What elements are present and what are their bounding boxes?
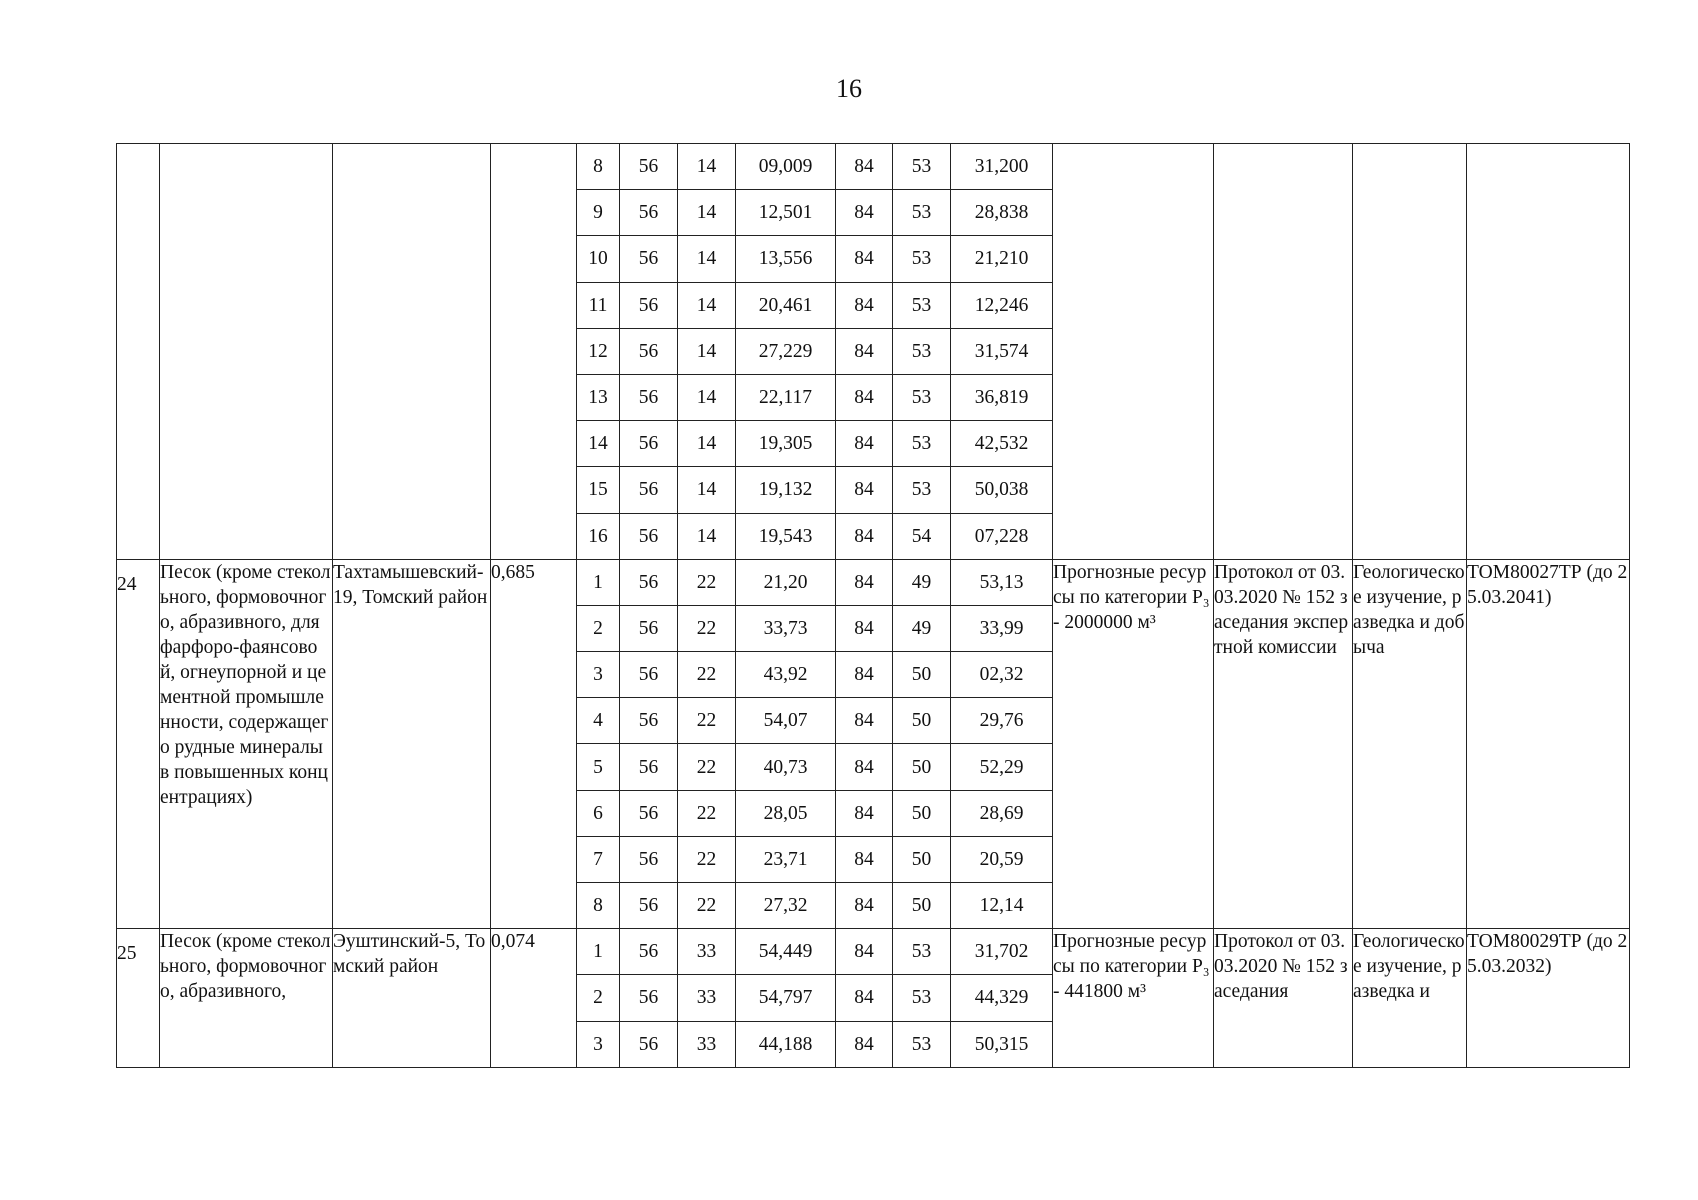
lon-seconds: 42,532 (951, 421, 1053, 467)
lat-seconds: 22,117 (736, 374, 836, 420)
entry-number: 25 (117, 929, 160, 1068)
lon-degrees: 84 (836, 883, 893, 929)
point-number: 9 (577, 190, 620, 236)
lon-minutes: 50 (893, 790, 951, 836)
lon-seconds: 31,702 (951, 929, 1053, 975)
table-row (117, 559, 1630, 605)
lon-minutes: 50 (893, 698, 951, 744)
point-number: 8 (577, 144, 620, 190)
point-number: 7 (577, 836, 620, 882)
lat-minutes: 22 (678, 744, 736, 790)
lat-minutes: 14 (678, 374, 736, 420)
resources-estimate: Прогнозные ресурсы по категории P₃ - 441800 м³ (1053, 929, 1214, 1068)
point-number: 8 (577, 883, 620, 929)
license-registry-table (116, 143, 1630, 1068)
point-number: 11 (577, 282, 620, 328)
lat-seconds: 27,229 (736, 328, 836, 374)
page-number: 16 (836, 74, 862, 103)
lon-minutes: 53 (893, 374, 951, 420)
lon-seconds: 31,574 (951, 328, 1053, 374)
lat-seconds: 54,797 (736, 975, 836, 1021)
point-number: 2 (577, 975, 620, 1021)
protocol-reference: Протокол от 03.03.2020 № 152 заседания (1214, 929, 1353, 1068)
lat-seconds: 13,556 (736, 236, 836, 282)
lat-degrees: 56 (620, 144, 678, 190)
point-number: 14 (577, 421, 620, 467)
point-number: 5 (577, 744, 620, 790)
lon-degrees: 84 (836, 605, 893, 651)
lat-minutes: 22 (678, 883, 736, 929)
lon-seconds: 28,69 (951, 790, 1053, 836)
lon-seconds: 52,29 (951, 744, 1053, 790)
lat-degrees: 56 (620, 421, 678, 467)
lat-minutes: 22 (678, 836, 736, 882)
lat-seconds: 20,461 (736, 282, 836, 328)
protocol-reference: Протокол от 03.03.2020 № 152 заседания экспертной комиссии (1214, 559, 1353, 929)
lon-minutes: 53 (893, 421, 951, 467)
lon-seconds: 07,228 (951, 513, 1053, 559)
lon-minutes: 54 (893, 513, 951, 559)
site-name: Эуштинский-5, Томский район (333, 929, 491, 1068)
lat-minutes: 14 (678, 513, 736, 559)
lat-minutes: 33 (678, 1021, 736, 1067)
empty-cell (1467, 144, 1630, 560)
lon-degrees: 84 (836, 652, 893, 698)
lon-degrees: 84 (836, 374, 893, 420)
resources-estimate: Прогнозные ресурсы по категории P₃ - 2000000 м³ (1053, 559, 1214, 929)
empty-cell (1053, 144, 1214, 560)
empty-cell (117, 144, 160, 560)
table-row (117, 144, 1630, 190)
lon-minutes: 50 (893, 744, 951, 790)
empty-cell (333, 144, 491, 560)
lon-seconds: 53,13 (951, 559, 1053, 605)
lat-minutes: 33 (678, 975, 736, 1021)
lon-minutes: 53 (893, 190, 951, 236)
lon-degrees: 84 (836, 559, 893, 605)
lat-degrees: 56 (620, 975, 678, 1021)
lat-seconds: 12,501 (736, 190, 836, 236)
empty-cell (491, 144, 577, 560)
empty-cell (1214, 144, 1353, 560)
lat-seconds: 40,73 (736, 744, 836, 790)
table-body (117, 144, 1630, 1068)
point-number: 2 (577, 605, 620, 651)
mineral-description: Песок (кроме стекольного, формовочного, абразивного, (160, 929, 333, 1068)
point-number: 3 (577, 652, 620, 698)
lat-minutes: 14 (678, 236, 736, 282)
lat-degrees: 56 (620, 328, 678, 374)
lat-degrees: 56 (620, 929, 678, 975)
lon-minutes: 53 (893, 144, 951, 190)
lon-seconds: 50,315 (951, 1021, 1053, 1067)
lat-minutes: 22 (678, 790, 736, 836)
entry-number: 24 (117, 559, 160, 929)
point-number: 12 (577, 328, 620, 374)
table-row (117, 929, 1630, 975)
lon-minutes: 50 (893, 836, 951, 882)
site-name: Тахтамышевский-19, Томский район (333, 559, 491, 929)
lon-seconds: 31,200 (951, 144, 1053, 190)
lon-seconds: 50,038 (951, 467, 1053, 513)
lat-degrees: 56 (620, 190, 678, 236)
lon-seconds: 02,32 (951, 652, 1053, 698)
lon-seconds: 21,210 (951, 236, 1053, 282)
lat-degrees: 56 (620, 652, 678, 698)
lat-degrees: 56 (620, 282, 678, 328)
lon-seconds: 12,14 (951, 883, 1053, 929)
lon-minutes: 53 (893, 236, 951, 282)
lat-seconds: 54,07 (736, 698, 836, 744)
lat-minutes: 14 (678, 467, 736, 513)
area-value: 0,685 (491, 559, 577, 929)
lon-degrees: 84 (836, 744, 893, 790)
lat-seconds: 09,009 (736, 144, 836, 190)
lon-seconds: 29,76 (951, 698, 1053, 744)
lon-degrees: 84 (836, 421, 893, 467)
lon-seconds: 28,838 (951, 190, 1053, 236)
lon-minutes: 53 (893, 929, 951, 975)
empty-cell (1353, 144, 1467, 560)
lat-degrees: 56 (620, 513, 678, 559)
point-number: 6 (577, 790, 620, 836)
lon-minutes: 53 (893, 282, 951, 328)
lon-degrees: 84 (836, 144, 893, 190)
lon-degrees: 84 (836, 236, 893, 282)
lon-seconds: 36,819 (951, 374, 1053, 420)
lat-minutes: 33 (678, 929, 736, 975)
lon-minutes: 53 (893, 328, 951, 374)
point-number: 15 (577, 467, 620, 513)
lon-seconds: 12,246 (951, 282, 1053, 328)
lat-seconds: 27,32 (736, 883, 836, 929)
lon-degrees: 84 (836, 790, 893, 836)
point-number: 16 (577, 513, 620, 559)
area-value: 0,074 (491, 929, 577, 1068)
lon-minutes: 50 (893, 883, 951, 929)
point-number: 13 (577, 374, 620, 420)
lat-seconds: 44,188 (736, 1021, 836, 1067)
lon-seconds: 44,329 (951, 975, 1053, 1021)
lat-minutes: 22 (678, 698, 736, 744)
license-number: ТОМ80027ТР (до 25.03.2041) (1467, 559, 1630, 929)
lon-degrees: 84 (836, 975, 893, 1021)
lat-minutes: 22 (678, 605, 736, 651)
lat-degrees: 56 (620, 883, 678, 929)
lat-degrees: 56 (620, 744, 678, 790)
lat-degrees: 56 (620, 605, 678, 651)
lat-seconds: 28,05 (736, 790, 836, 836)
lat-seconds: 19,305 (736, 421, 836, 467)
lat-seconds: 19,132 (736, 467, 836, 513)
lat-degrees: 56 (620, 467, 678, 513)
mineral-description: Песок (кроме стекольного, формовочного, абразивного, для фарфоро-фаянсовой, огнеупорной и цементной промышленности, содержащего рудные минералы в повышенных концентрациях) (160, 559, 333, 929)
lon-minutes: 50 (893, 652, 951, 698)
lat-degrees: 56 (620, 790, 678, 836)
lat-degrees: 56 (620, 698, 678, 744)
lon-minutes: 53 (893, 975, 951, 1021)
lat-degrees: 56 (620, 836, 678, 882)
lat-minutes: 14 (678, 328, 736, 374)
lat-degrees: 56 (620, 1021, 678, 1067)
point-number: 1 (577, 929, 620, 975)
lon-degrees: 84 (836, 190, 893, 236)
point-number: 10 (577, 236, 620, 282)
lat-seconds: 33,73 (736, 605, 836, 651)
lat-seconds: 54,449 (736, 929, 836, 975)
lat-minutes: 14 (678, 421, 736, 467)
use-type: Геологическое изучение, разведка и добыча (1353, 559, 1467, 929)
lon-degrees: 84 (836, 467, 893, 513)
lon-degrees: 84 (836, 282, 893, 328)
lon-minutes: 49 (893, 605, 951, 651)
lon-seconds: 33,99 (951, 605, 1053, 651)
use-type: Геологическое изучение, разведка и (1353, 929, 1467, 1068)
point-number: 1 (577, 559, 620, 605)
empty-cell (160, 144, 333, 560)
lon-degrees: 84 (836, 1021, 893, 1067)
lon-degrees: 84 (836, 929, 893, 975)
lat-seconds: 19,543 (736, 513, 836, 559)
lat-degrees: 56 (620, 236, 678, 282)
lat-seconds: 21,20 (736, 559, 836, 605)
lon-degrees: 84 (836, 698, 893, 744)
lon-minutes: 53 (893, 1021, 951, 1067)
license-number: ТОМ80029ТР (до 25.03.2032) (1467, 929, 1630, 1068)
point-number: 3 (577, 1021, 620, 1067)
lat-seconds: 23,71 (736, 836, 836, 882)
lat-degrees: 56 (620, 559, 678, 605)
point-number: 4 (577, 698, 620, 744)
lat-minutes: 14 (678, 144, 736, 190)
lon-seconds: 20,59 (951, 836, 1053, 882)
lat-minutes: 14 (678, 190, 736, 236)
lat-minutes: 22 (678, 652, 736, 698)
lat-minutes: 22 (678, 559, 736, 605)
lat-minutes: 14 (678, 282, 736, 328)
lat-seconds: 43,92 (736, 652, 836, 698)
lon-minutes: 53 (893, 467, 951, 513)
lon-degrees: 84 (836, 836, 893, 882)
lon-minutes: 49 (893, 559, 951, 605)
lon-degrees: 84 (836, 513, 893, 559)
lat-degrees: 56 (620, 374, 678, 420)
lon-degrees: 84 (836, 328, 893, 374)
